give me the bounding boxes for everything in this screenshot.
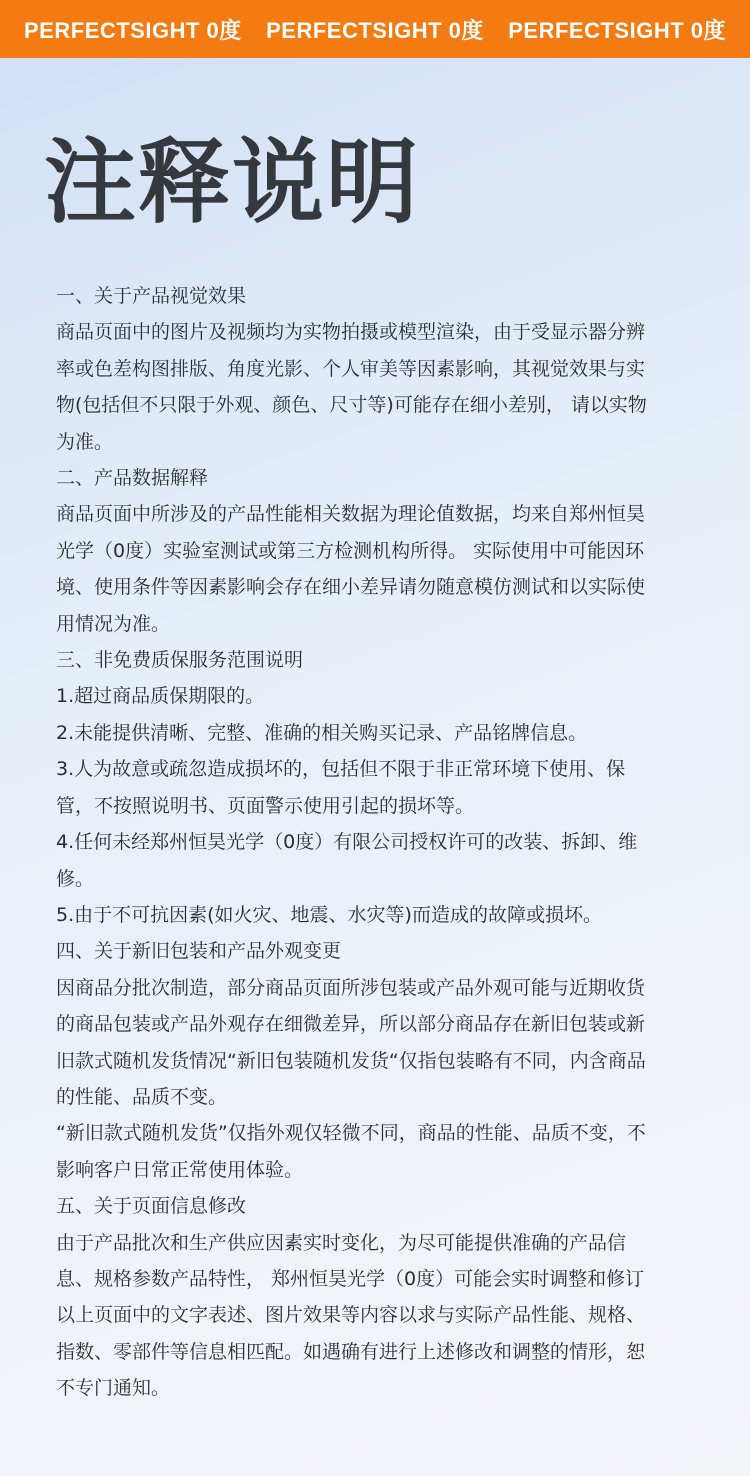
paragraph-line: 的商品包装或产品外观存在细微差异，所以部分商品存在新旧包装或新 (56, 1013, 646, 1036)
list-item: 3.人为故意或疏忽造成损坏的，包括但不限于非正常环境下使用、保 (56, 758, 626, 781)
list-item: 管，不按照说明书、页面警示使用引起的损坏等。 (56, 794, 475, 817)
paragraph-line: 商品页面中的图片及视频均为实物拍摄或模型渲染，由于受显示器分辨 (56, 321, 646, 344)
paragraph-line: 指数、零部件等信息相匹配。如遇确有进行上述修改和调整的情形，恕 (56, 1340, 646, 1363)
paragraph-line: 影响客户日常正常使用体验。 (56, 1158, 304, 1181)
section-heading: 一、关于产品视觉效果 (56, 285, 247, 307)
list-item: 修。 (56, 867, 95, 890)
section-heading: 三、非免费质保服务范围说明 (56, 649, 304, 672)
brand-logo-text: PERFECTSIGHT 0度 (24, 17, 242, 43)
paragraph-line: 商品页面中所涉及的产品性能相关数据为理论值数据，均来自郑州恒昊 (56, 503, 646, 526)
list-item: 2.未能提供清晰、完整、准确的相关购买记录、产品铭牌信息。 (56, 721, 588, 744)
paragraph-line: 的性能、品质不变。 (56, 1085, 228, 1108)
section-heading: 四、关于新旧包装和产品外观变更 (56, 940, 342, 963)
list-item: 4.任何未经郑州恒昊光学（0度）有限公司授权许可的改装、拆卸、维 (56, 831, 638, 854)
paragraph-line: 息、规格参数产品特性， 郑州恒昊光学（0度）可能会实时调整和修订 (56, 1267, 645, 1290)
paragraph-line: 境、使用条件等因素影响会存在细小差异请勿随意模仿测试和以实际使 (56, 576, 646, 599)
section-heading: 五、关于页面信息修改 (56, 1195, 247, 1218)
paragraph-line: 物(包括但不只限于外观、颜色、尺寸等)可能存在细小差别， 请以实物 (56, 394, 647, 417)
brand-logo-text: PERFECTSIGHT 0度 (508, 17, 726, 43)
paragraph-line: 率或色差构图排版、角度光影、个人审美等因素影响，其视觉效果与实 (56, 357, 646, 380)
paragraph-line: 为准。 (56, 430, 114, 453)
paragraph-line: 旧款式随机发货情况“新旧包装随机发货“仅指包装略有不同，内含商品 (56, 1049, 646, 1072)
paragraph-line: 以上页面中的文字表述、图片效果等内容以求与实际产品性能、规格、 (56, 1304, 646, 1327)
section-heading: 二、产品数据解释 (56, 467, 209, 490)
brand-logo-text: PERFECTSIGHT 0度 (266, 17, 484, 43)
paragraph-line: 由于产品批次和生产供应因素实时变化，为尽可能提供准确的产品信 (56, 1231, 627, 1254)
notes-body (56, 278, 702, 1407)
list-item: 1.超过商品质保期限的。 (56, 685, 265, 708)
paragraph-line: 光学（0度）实验室测试或第三方检测机构所得。 实际使用中可能因环 (56, 539, 645, 562)
paragraph-line: “新旧款式随机发货”仅指外观仅轻微不同，商品的性能、品质不变，不 (56, 1122, 646, 1145)
list-item: 5.由于不可抗因素(如火灾、地震、水灾等)而造成的故障或损坏。 (56, 903, 602, 926)
page-title: 注释说明 (44, 129, 421, 236)
paragraph-line: 因商品分批次制造，部分商品页面所涉包装或产品外观可能与近期收货 (56, 976, 646, 999)
paragraph-line: 不专门通知。 (56, 1377, 171, 1400)
brand-bar (0, 0, 750, 58)
paragraph-line: 用情况为准。 (56, 612, 171, 635)
